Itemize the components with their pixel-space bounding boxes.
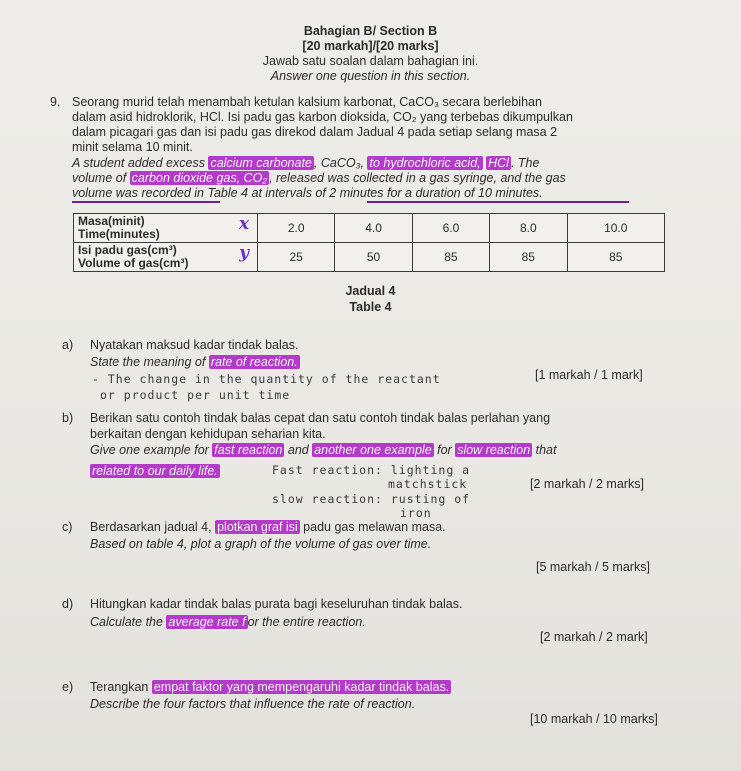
part-a-marks: [1 markah / 1 mark] bbox=[535, 368, 643, 382]
text-span: Calculate the bbox=[90, 615, 167, 629]
highlight: plotkan graf isi bbox=[217, 520, 298, 534]
text-span: and bbox=[284, 443, 313, 457]
table-cell: 50 bbox=[335, 243, 412, 272]
highlight: average rate f bbox=[168, 615, 246, 629]
part-d-label: d) bbox=[62, 597, 74, 611]
highlight: another one example bbox=[314, 443, 432, 457]
part-a-ms: Nyatakan maksud kadar tindak balas. bbox=[90, 338, 299, 352]
instruction-en: Answer one question in this section. bbox=[270, 69, 471, 83]
part-d-en bbox=[90, 615, 366, 629]
table-cell: 6.0 bbox=[412, 214, 489, 243]
handwritten-y: y bbox=[239, 243, 249, 263]
table-cell: 25 bbox=[258, 243, 335, 272]
text-span: State the meaning of bbox=[90, 355, 209, 369]
question-ms-line1: Seorang murid telah menambah ketulan kalsium karbonat, CaCO₃ secara berlebihan bbox=[72, 95, 542, 109]
part-d-marks: [2 markah / 2 mark] bbox=[540, 630, 648, 644]
instruction-ms: Jawab satu soalan dalam bahagian ini. bbox=[262, 54, 479, 68]
highlight: calcium carbonate bbox=[210, 156, 312, 170]
answer-a-line1: - The change in the quantity of the reactant bbox=[92, 372, 441, 386]
part-b-ms-line2: berkaitan dengan kehidupan seharian kita. bbox=[90, 427, 326, 441]
highlight: slow reaction bbox=[457, 443, 531, 457]
text-span: A student added excess bbox=[72, 156, 209, 170]
table-row bbox=[74, 214, 665, 243]
row-label-en: Time(minutes) bbox=[78, 227, 160, 241]
row-label-en: Volume of gas(cm³) bbox=[78, 256, 189, 270]
text-span: Berdasarkan jadual 4, bbox=[90, 520, 216, 534]
answer-b-line3: slow reaction: rusting of bbox=[272, 492, 471, 506]
question-en-line1 bbox=[72, 156, 539, 170]
row-header-time bbox=[74, 214, 258, 243]
part-e-ms bbox=[90, 680, 451, 694]
part-c-en: Based on table 4, plot a graph of the volume of gas over time. bbox=[90, 537, 432, 551]
question-ms-line3: dalam picagari gas dan isi padu gas direkod dalam Jadual 4 pada setiap selang masa 2 bbox=[72, 125, 558, 139]
answer-a-line2: or product per unit time bbox=[100, 388, 291, 402]
text-span: volume of bbox=[72, 171, 130, 185]
part-c-label: c) bbox=[62, 520, 73, 534]
text-span: , released was collected in a gas syringe, and the gas bbox=[269, 171, 566, 185]
highlight: to hydrochloric acid, bbox=[369, 156, 481, 170]
text-span: for bbox=[433, 443, 456, 457]
text-span: that bbox=[532, 443, 557, 457]
part-e-marks: [10 markah / 10 marks] bbox=[530, 712, 658, 726]
text-span: or the entire reaction. bbox=[247, 615, 366, 629]
highlight: related to our daily life. bbox=[92, 464, 218, 478]
question-en-line2 bbox=[72, 171, 566, 185]
handwritten-x: x bbox=[238, 214, 249, 234]
table-cell: 8.0 bbox=[490, 214, 567, 243]
table-cell: 85 bbox=[412, 243, 489, 272]
table-caption-en: Table 4 bbox=[349, 300, 392, 314]
pen-underline bbox=[367, 201, 629, 203]
section-title: Bahagian B/ Section B bbox=[303, 24, 438, 38]
part-e-label: e) bbox=[62, 680, 74, 694]
row-label-ms: Isi padu gas(cm³) bbox=[78, 243, 177, 257]
answer-b-line1: Fast reaction: lighting a bbox=[272, 463, 471, 477]
highlight: empat faktor yang mempengaruhi kadar tindak balas. bbox=[153, 680, 450, 694]
part-b-en-line2 bbox=[90, 464, 220, 478]
data-table bbox=[73, 213, 665, 272]
part-a-label: a) bbox=[62, 338, 74, 352]
highlight: fast reaction bbox=[214, 443, 283, 457]
question-en-line3: volume was recorded in Table 4 at intervals of 2 minutes for a duration of 10 minutes. bbox=[72, 186, 543, 200]
text-span: Give one example for bbox=[90, 443, 213, 457]
table-cell: 4.0 bbox=[335, 214, 412, 243]
row-header-volume bbox=[74, 243, 258, 272]
text-span: padu gas melawan masa. bbox=[299, 520, 446, 534]
table-cell: 85 bbox=[490, 243, 567, 272]
part-b-marks: [2 markah / 2 marks] bbox=[530, 477, 644, 491]
question-number: 9. bbox=[50, 95, 61, 109]
table-cell: 85 bbox=[567, 243, 665, 272]
question-ms-line4: minit selama 10 minit. bbox=[72, 140, 193, 154]
row-label-ms: Masa(minit) bbox=[78, 214, 145, 228]
part-c-ms bbox=[90, 520, 446, 534]
part-e-en: Describe the four factors that influence the rate of reaction. bbox=[90, 697, 416, 711]
table-cell: 10.0 bbox=[567, 214, 665, 243]
highlight: carbon dioxide gas, CO₂ bbox=[131, 171, 268, 185]
text-span: Terangkan bbox=[90, 680, 152, 694]
pen-underline bbox=[72, 201, 220, 203]
text-span: , CaCO₃, bbox=[313, 156, 368, 170]
answer-b-line2: matchstick bbox=[388, 477, 468, 491]
table-caption-ms: Jadual 4 bbox=[345, 284, 396, 298]
table-row bbox=[74, 243, 665, 272]
part-c-marks: [5 markah / 5 marks] bbox=[536, 560, 650, 574]
part-b-label: b) bbox=[62, 411, 74, 425]
part-b-en-line1 bbox=[90, 443, 556, 457]
part-a-en bbox=[90, 355, 300, 369]
section-marks: [20 markah]/[20 marks] bbox=[302, 39, 439, 53]
part-b-ms-line1: Berikan satu contoh tindak balas cepat dan satu contoh tindak balas perlahan yang bbox=[90, 411, 551, 425]
question-ms-line2: dalam asid hidroklorik, HCl. Isi padu gas karbon dioksida, CO₂ yang terbebas dikumpulkan bbox=[72, 110, 573, 124]
table-cell: 2.0 bbox=[258, 214, 335, 243]
highlight: rate of reaction. bbox=[210, 355, 298, 369]
highlight: HCl bbox=[488, 156, 509, 170]
answer-b-line4: iron bbox=[400, 506, 432, 520]
part-d-ms: Hitungkan kadar tindak balas purata bagi keseluruhan tindak balas. bbox=[90, 597, 463, 611]
text-span: . The bbox=[510, 156, 540, 170]
